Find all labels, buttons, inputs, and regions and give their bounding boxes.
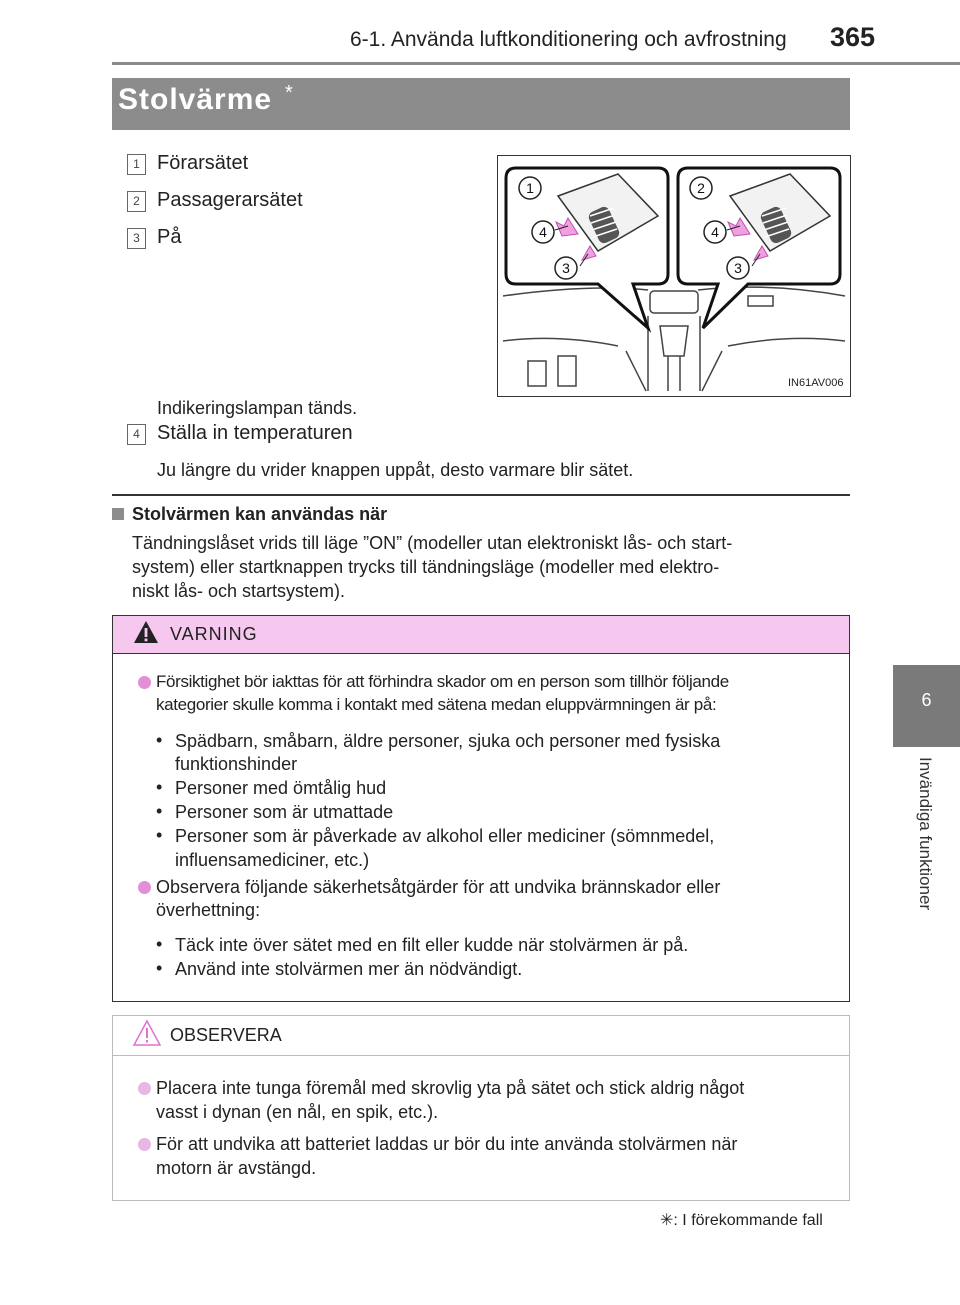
notice-bullet-dot — [138, 1138, 151, 1151]
callout-3-left: 3 — [562, 260, 570, 276]
square-bullet-icon — [112, 508, 124, 520]
notice-bullet-dot — [138, 1082, 151, 1095]
list-bullet: • — [156, 730, 163, 750]
section-title: Stolvärme — [118, 83, 273, 116]
usage-heading: Stolvärmen kan användas när — [132, 504, 388, 524]
warning-list1-item4-line1: Personer som är påverkade av alkohol eller mediciner (sömnmedel, — [175, 826, 715, 846]
warning-list2-item1: Täck inte över sätet med en filt eller kudde när stolvärmen är på. — [175, 935, 689, 955]
footnote-text: : I förekommande fall — [673, 1212, 823, 1229]
section-divider — [112, 494, 850, 496]
chapter-title: Invändiga funktioner — [916, 757, 935, 911]
illustration-code: IN61AV006 — [788, 377, 844, 389]
callout-3-right: 3 — [734, 260, 742, 276]
callout-1: 1 — [526, 180, 534, 196]
callout-2: 2 — [697, 180, 705, 196]
warning-list1-item3: Personer som är utmattade — [175, 802, 394, 822]
item-number-4: 4 — [127, 424, 146, 445]
notice-point1-line2: vasst i dynan (en nål, en spik, etc.). — [156, 1102, 439, 1122]
callout-4-left: 4 — [539, 224, 547, 240]
temperature-description: Ju längre du vrider knappen uppåt, desto varmare blir sätet. — [157, 460, 634, 480]
item-label-on: På — [157, 226, 182, 248]
seat-heater-drawing — [498, 156, 850, 396]
warning-point2-line2: överhettning: — [156, 900, 261, 920]
usage-line-2: system) eller startknappen trycks till tändningsläge (modeller med elektro- — [132, 557, 720, 577]
notice-title: OBSERVERA — [170, 1025, 282, 1045]
usage-line-3: niskt lås- och startsystem). — [132, 581, 346, 601]
list-bullet: • — [156, 825, 163, 845]
notice-point2-line2: motorn är avstängd. — [156, 1158, 317, 1178]
item-label-set-temperature: Ställa in temperaturen — [157, 422, 353, 444]
item-number-3: 3 — [127, 228, 146, 249]
list-bullet: • — [156, 801, 163, 821]
item-label-passenger-seat: Passagerarsätet — [157, 189, 303, 211]
warning-bullet-dot — [138, 881, 151, 894]
warning-triangle-icon — [132, 619, 160, 645]
warning-title: VARNING — [170, 624, 258, 644]
item-number-1: 1 — [127, 154, 146, 175]
seat-heater-illustration — [497, 155, 851, 397]
list-bullet: • — [156, 934, 163, 954]
warning-list2-item2: Använd inte stolvärmen mer än nödvändigt. — [175, 959, 523, 979]
warning-list1-item1-line2: funktionshinder — [175, 754, 298, 774]
optional-equipment-mark: * — [285, 82, 293, 104]
callout-4-right: 4 — [711, 224, 719, 240]
warning-point1-line2: kategorier skulle komma i kontakt med sätena medan eluppvärmningen är på: — [156, 695, 717, 714]
running-header: 6-1. Använda luftkonditionering och avfrostning — [350, 28, 787, 51]
indicator-description: Indikeringslampan tänds. — [157, 398, 358, 418]
item-number-2: 2 — [127, 191, 146, 212]
chapter-number: 6 — [921, 690, 932, 710]
warning-bullet-dot — [138, 676, 151, 689]
notice-point2-line1: För att undvika att batteriet laddas ur bör du inte använda stolvärmen när — [156, 1134, 738, 1154]
footnote-star-icon: ✳ — [660, 1212, 674, 1229]
warning-list1-item4-line2: influensamediciner, etc.) — [175, 850, 370, 870]
list-bullet: • — [156, 958, 163, 978]
header-rule — [112, 62, 960, 65]
caution-triangle-icon — [132, 1019, 162, 1047]
usage-line-1: Tändningslåset vrids till läge ”ON” (modeller utan elektroniskt lås- och start- — [132, 533, 733, 553]
page-number: 365 — [830, 22, 876, 52]
item-label-driver-seat: Förarsätet — [157, 152, 249, 174]
footnote — [660, 1210, 823, 1230]
warning-point2-line1: Observera följande säkerhetsåtgärder för att undvika brännskador eller — [156, 877, 721, 897]
notice-point1-line1: Placera inte tunga föremål med skrovlig yta på sätet och stick aldrig något — [156, 1078, 745, 1098]
warning-point1-line1: Försiktighet bör iakttas för att förhindra skador om en person som tillhör följande — [156, 672, 729, 691]
warning-list1-item1-line1: Spädbarn, småbarn, äldre personer, sjuka och personer med fysiska — [175, 731, 721, 751]
warning-list1-item2: Personer med ömtålig hud — [175, 778, 387, 798]
list-bullet: • — [156, 777, 163, 797]
notice-header-rule — [113, 1055, 849, 1056]
